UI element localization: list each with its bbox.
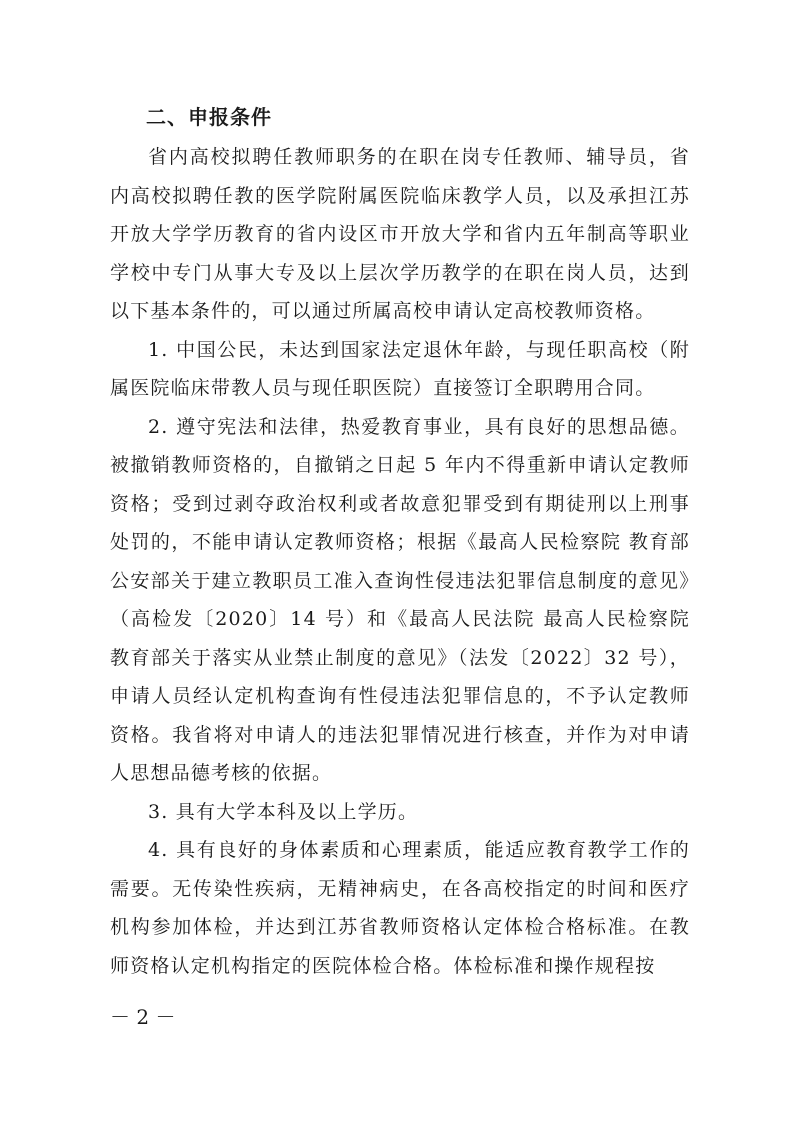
paragraph-condition-3: 3. 具有大学本科及以上学历。 [148, 800, 419, 823]
paragraph-intro: 省内高校拟聘任教师职务的在职在岗专任教师、辅导员，省内高校拟聘任教的医学院附属医院临床教学人员，以及承担江苏开放大学学历教育的省内设区市开放大学和省内五年制高等职业学校中专门从事大专及以上层次学历教学的在职在岗人员，达到以下基本条件的，可以通过所属高校申请认定高校教师资格。 [110, 146, 690, 322]
paragraph-condition-2: 2. 遵守宪法和法律，热爱教育事业，具有良好的思想品德。被撤销教师资格的，自撤销之日起 5 年内不得重新申请认定教师资格；受到过剥夺政治权利或者故意犯罪受到有期徒刑以上刑事处罚的，不能申请认定教师资格；根据《最高人民检察院 教育部 公安部关于建立教职员工准入查询性侵违法犯罪信息制度的意见》（高检发〔2020〕14 号）和《最高人民法院 最高人民检察院 教育部关于落实从业禁止制度的意见》（法发〔2022〕32 号），申请人员经认定机构查询有性侵违法犯罪信息的，不予认定教师资格。我省将对申请人的违法犯罪情况进行核查，并作为对申请人思想品德考核的依据。 [110, 415, 690, 784]
page-number: － 2 － [110, 1005, 176, 1029]
section-body [110, 138, 690, 985]
paragraph-condition-1: 1. 中国公民，未达到国家法定退休年龄，与现任职高校（附属医院临床带教人员与现任职医院）直接签订全职聘用合同。 [110, 338, 690, 399]
section-heading: 二、申报条件 [146, 105, 272, 129]
paragraph-condition-4: 4. 具有良好的身体素质和心理素质，能适应教育教学工作的需要。无传染性疾病，无精神病史，在各高校指定的时间和医疗机构参加体检，并达到江苏省教师资格认定体检合格标准。在教师资格认定机构指定的医院体检合格。体检标准和操作规程按 [110, 839, 690, 977]
